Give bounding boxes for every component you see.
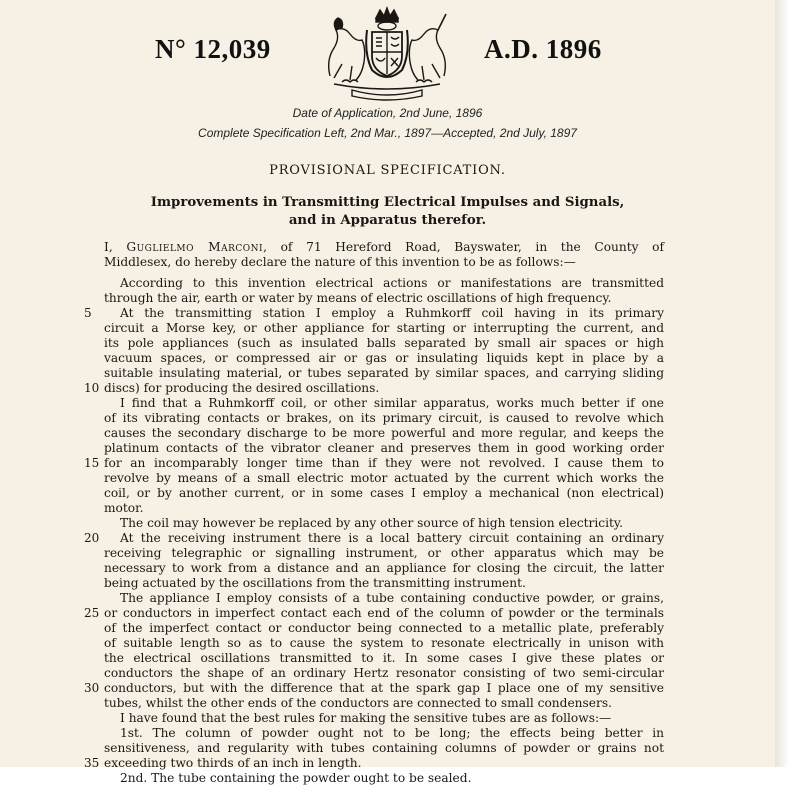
provisional-specification-heading: PROVISIONAL SPECIFICATION. [269,163,506,178]
line-number: 35 [84,756,100,770]
body-line: coil, or by another current, or in some cases I employ a mechanical (non electrical) [104,486,664,500]
body-line: At the transmitting station I employ a Ruhmkorff coil having in its primary [120,306,664,320]
body-line: According to this invention electrical actions or manifestations are transmitted [120,276,664,290]
body-line: or conductors in imperfect contact each end of the column of powder or the terminals [104,606,664,620]
body-line: of suitable length so as to cause the system to resonate electrically in unison with [104,636,664,650]
body-line: revolve by means of a small electric motor actuated by the current which works the [104,471,664,485]
body-line: platinum contacts of the vibrator cleaner and preserves them in good working order [104,441,664,455]
title-line-1: Improvements in Transmitting Electrical Impulses and Signals, [150,195,625,210]
line-number: 10 [84,381,100,395]
body-line: tubes, whilst the other ends of the conductors are connected to small condensers. [104,696,612,710]
intro-prefix: I, [104,240,127,254]
line-number: 15 [84,456,100,470]
date-of-application: Date of Application, 2nd June, 1896 [292,106,483,120]
intro-line-2: Middlesex, do hereby declare the nature of this invention to be as follows:— [104,255,576,269]
body-line: of its vibrating contacts or brakes, on its primary circuit, is caused to revolve which [104,411,664,425]
body-line: At the receiving instrument there is a local battery circuit containing an ordinary [120,531,664,545]
body-line: 2nd. The tube containing the powder ought to be sealed. [120,771,472,785]
intro-rest: , of 71 Hereford Road, Bayswater, in the County of [263,240,665,254]
body-line: motor. [104,501,144,515]
body-line: The coil may however be replaced by any other source of high tension electricity. [120,516,624,530]
body-line: for an incomparably longer time than if they were not revolved. I cause them to [104,456,664,470]
royal-coat-of-arms-icon [312,4,462,100]
body-line: conductors the shape of an ordinary Hertz resonator consisting of two semi-circular [104,666,664,680]
body-line: 1st. The column of powder ought not to be long; the effects being better in [120,726,664,740]
body-line: receiving telegraphic or signalling instrument, or other apparatus which may be [104,546,664,560]
body-line: conductors, but with the difference that at the spark gap I place one of my sensitive [104,681,664,695]
line-number: 20 [84,531,100,545]
body-line: through the air, earth or water by means of electric oscillations of high frequency. [104,291,612,305]
page-edge-margin [775,0,789,767]
body-line: being actuated by the oscillations from the transmitting instrument. [104,576,526,590]
body-line: causes the secondary discharge to be more powerful and more regular, and keeps the [104,426,664,440]
body-line: discs) for producing the desired oscillations. [104,381,380,395]
title-line-2: and in Apparatus therefor. [288,213,487,228]
body-line: vacuum spaces, or compressed air or gas or insulating liquids kept in place by a [104,351,664,365]
body-line: I find that a Ruhmkorff coil, or other similar apparatus, works much better if one [120,396,664,410]
body-line: sensitiveness, and regularity with tubes containing columns of powder or grains not [104,741,664,755]
body-line: its pole appliances (such as insulated balls separated by small air spaces or high [104,336,664,350]
patent-number: N° 12,039 [155,34,271,64]
body-line: the electrical oscillations transmitted to it. In some cases I give these plates or [104,651,664,665]
complete-specification-dates: Complete Specification Left, 2nd Mar., 1897—Accepted, 2nd July, 1897 [198,126,577,140]
body-line: circuit a Morse key, or other appliance for starting or interrupting the current, and [104,321,664,335]
line-number: 30 [84,681,100,695]
patent-year: A.D. 1896 [484,34,602,64]
intro-line-1 [104,240,664,255]
body-line: I have found that the best rules for making the sensitive tubes are as follows:— [120,711,612,725]
body-line: The appliance I employ consists of a tube containing conductive powder, or grains, [120,591,664,605]
line-number: 5 [84,306,92,320]
body-line: necessary to work from a distance and an appliance for closing the circuit, the latter [104,561,664,575]
body-line: suitable insulating material, or tubes separated by similar spaces, and carrying sliding [104,366,664,380]
line-number: 25 [84,606,100,620]
inventor-name: Guglielmo Marconi [126,240,264,254]
body-line: of the imperfect contact or conductor being connected to a metallic plate, preferably [104,621,664,635]
body-line: exceeding two thirds of an inch in length. [104,756,362,770]
